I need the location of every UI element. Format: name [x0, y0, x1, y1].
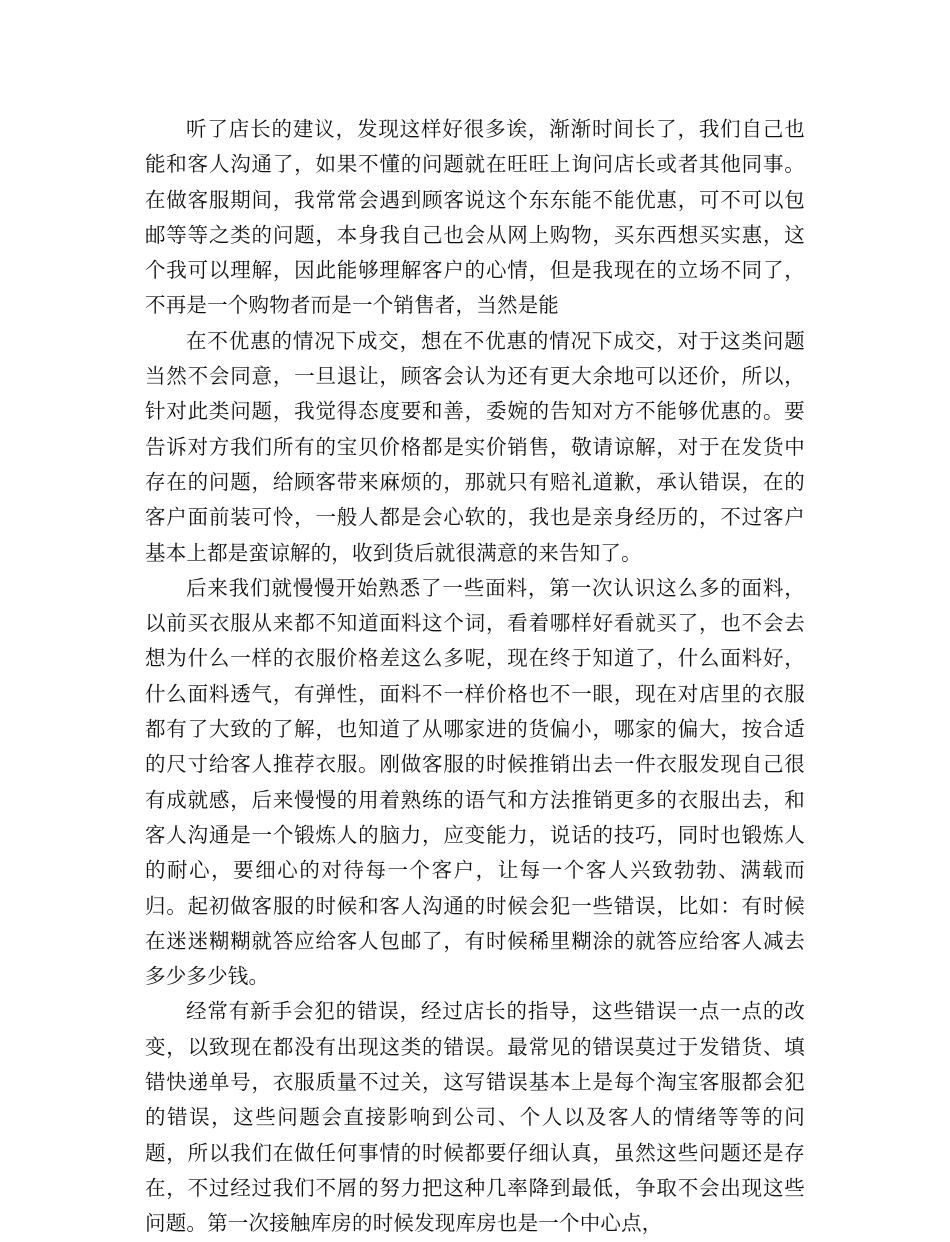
- paragraph-3: 后来我们就慢慢开始熟悉了一些面料，第一次认识这么多的面料，以前买衣服从来都不知道面料这个词，看着哪样好看就买了，也不会去想为什么一样的衣服价格差这么多呢，现在终于知道了，什么面料好，什么面料透气，有弹性，面料不一样价格也不一眼，现在对店里的衣服都有了大致的了解，也知道了从哪家进的货偏小，哪家的偏大，按合适的尺寸给客人推荐衣服。刚做客服的时候推销出去一件衣服发现自己很有成就感，后来慢慢的用着熟练的语气和方法推销更多的衣服出去，和客人沟通是一个锻炼人的脑力，应变能力，说话的技巧，同时也锻炼人的耐心，要细心的对待每一个客户，让每一个客人兴致勃勃、满载而归。起初做客服的时候和客人沟通的时候会犯一些错误，比如：有时候在迷迷糊糊就答应给客人包邮了，有时候稀里糊涂的就答应给客人减去多少多少钱。: [145, 575, 805, 989]
- document-body: [145, 112, 805, 1242]
- paragraph-4: 经常有新手会犯的错误，经过店长的指导，这些错误一点一点的改变，以致现在都没有出现这类的错误。最常见的错误莫过于发错货、填错快递单号，衣服质量不过关，这写错误基本上是每个淘宝客服都会犯的错误，这些问题会直接影响到公司、个人以及客人的情绪等等的问题，所以我们在做任何事情的时候都要仔细认真，虽然这些问题还是存在，不过经过我们不屑的努力把这种几率降到最低，争取不会出现这些问题。第一次接触库房的时候发现库房也是一个中心点，: [145, 999, 805, 1236]
- paragraph-1: 听了店长的建议，发现这样好很多诶，渐渐时间长了，我们自己也能和客人沟通了，如果不懂的问题就在旺旺上询问店长或者其他同事。在做客服期间，我常常会遇到顾客说这个东东能不能优惠，可不可以包邮等等之类的问题，本身我自己也会从网上购物，买东西想买实惠，这个我可以理解，因此能够理解客户的心情，但是我现在的立场不同了，不再是一个购物者而是一个销售者，当然是能: [145, 117, 805, 318]
- paragraph-2: 在不优惠的情况下成交，想在不优惠的情况下成交，对于这类问题当然不会同意，一旦退让，顾客会认为还有更大余地可以还价，所以，针对此类问题，我觉得态度要和善，委婉的告知对方不能够优惠的。要告诉对方我们所有的宝贝价格都是实价销售，敬请谅解，对于在发货中存在的问题，给顾客带来麻烦的，那就只有赔礼道歉，承认错误，在的客户面前装可怜，一般人都是会心软的，我也是亲身经历的，不过客户基本上都是蛮谅解的，收到货后就很满意的来告知了。: [145, 328, 805, 565]
